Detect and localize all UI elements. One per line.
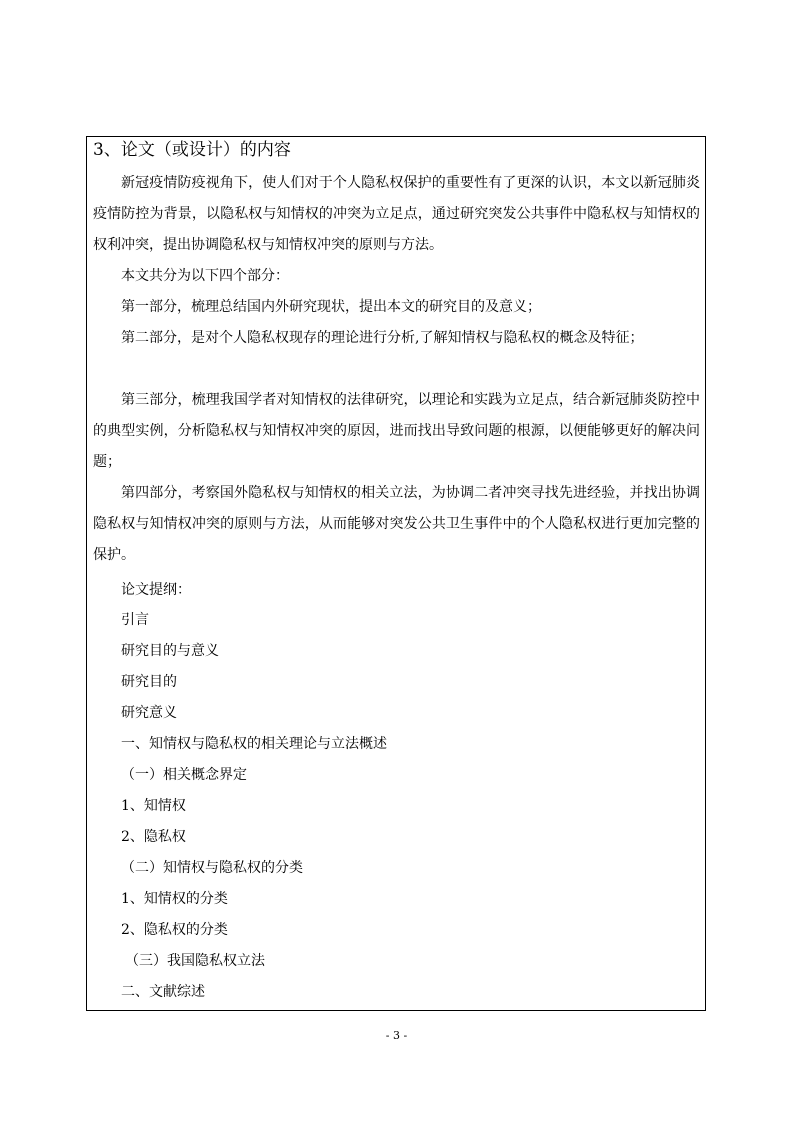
paragraph-intro: 新冠疫情防疫视角下，使人们对于个人隐私权保护的重要性有了更深的认识，本文以新冠肺炎疫情防控为背景，以隐私权与知情权的冲突为立足点，通过研究突发公共事件中隐私权与知情权的权利冲突，提出协调隐私权与知情权冲突的原则与方法。: [93, 175, 700, 253]
outline-item: 二、文献综述: [121, 984, 205, 1000]
outline-item: （三）我国隐私权立法: [125, 953, 265, 969]
paragraph-structure: 本文共分为以下四个部分：: [121, 268, 289, 284]
outline-item: 1、知情权: [121, 798, 186, 814]
outline-item: 2、隐私权的分类: [121, 922, 228, 938]
paragraph-part-four: 第四部分，考察国外隐私权与知情权的相关立法，为协调二者冲突寻找先进经验，并找出协调隐私权与知情权冲突的原则与方法，从而能够对突发公共卫生事件中的个人隐私权进行更加完整的保护。: [93, 485, 700, 563]
outline-item: （二）知情权与隐私权的分类: [121, 860, 303, 876]
outline-item: 一、知情权与隐私权的相关理论与立法概述: [121, 736, 387, 752]
outline-item: 研究意义: [121, 705, 177, 721]
outline-item: 2、隐私权: [121, 829, 186, 845]
section-title: 3、论文（或设计）的内容: [93, 140, 291, 160]
outline-item: 引言: [121, 612, 149, 628]
paragraph-part-three: 第三部分，梳理我国学者对知情权的法律研究，以理论和实践为立足点，结合新冠肺炎防控中的典型实例，分析隐私权与知情权冲突的原因，进而找出导致问题的根源，以便能够更好的解决问题；: [93, 392, 700, 470]
outline-item: （一）相关概念界定: [121, 767, 247, 783]
paragraph-part-two: 第二部分，是对个人隐私权现存的理论进行分析,了解知情权与隐私权的概念及特征；: [121, 330, 644, 346]
outline-item: 研究目的与意义: [121, 643, 219, 659]
outline-item: 研究目的: [121, 674, 177, 690]
outline-label: 论文提纲：: [121, 582, 191, 598]
outline-item: 1、知情权的分类: [121, 891, 228, 907]
paragraph-part-one: 第一部分，梳理总结国内外研究现状，提出本文的研究目的及意义；: [121, 299, 541, 315]
page-number: - 3 -: [385, 1029, 408, 1042]
